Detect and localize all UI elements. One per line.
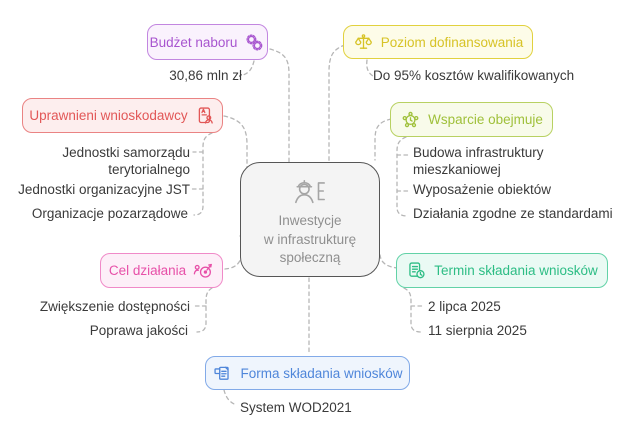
support-item-1: Budowa infrastruktury mieszkaniowej <box>413 145 544 177</box>
document-clock-icon <box>406 260 427 281</box>
node-wsparcie-obejmuje <box>390 102 553 137</box>
scales-icon <box>353 32 374 53</box>
node-uprawnieni-wnioskodawcy <box>22 98 223 133</box>
applicant-item-2: Jednostki organizacyjne JST <box>18 182 190 197</box>
node-forma-label: Forma składania wniosków <box>240 365 403 381</box>
node-poziom-label: Poziom dofinansowania <box>380 34 524 50</box>
coins-icon <box>244 32 265 53</box>
applicant-item-3: Organizacje pozarządowe <box>31 206 188 221</box>
node-uprawnieni-label: Uprawnieni wnioskodawcy <box>29 108 188 123</box>
node-wsparcie-label: Wsparcie obejmuje <box>428 112 543 127</box>
form-icon <box>212 363 233 384</box>
deadline-item-2: 11 sierpnia 2025 <box>428 323 527 338</box>
target-icon <box>193 260 214 281</box>
submission-system-value: System WOD2021 <box>240 400 352 415</box>
node-cel-label: Cel działania <box>108 263 187 278</box>
node-cel-dzialania <box>100 253 223 288</box>
node-termin-label: Termin składania wniosków <box>434 263 598 278</box>
central-node <box>240 162 380 277</box>
cofinancing-value: Do 95% kosztów kwalifikowanych <box>373 68 575 83</box>
deadline-item-1: 2 lipca 2025 <box>428 299 501 314</box>
node-termin-skladania <box>396 253 608 288</box>
node-budzet-naboru <box>147 24 268 60</box>
node-poziom-dofinansowania <box>343 25 533 59</box>
budget-value: 30,86 mln zł <box>169 68 242 83</box>
construction-worker-icon <box>287 174 333 208</box>
node-forma-skladania <box>205 356 410 390</box>
id-card-icon <box>195 105 216 126</box>
applicant-item-1: Jednostki samorządu terytorialnego <box>62 145 190 177</box>
support-item-3: Działania zgodne ze standardami <box>413 206 613 221</box>
node-budzet-label: Budżet naboru <box>149 34 238 50</box>
support-item-2: Wyposażenie obiektów <box>413 182 551 197</box>
goal-item-1: Zwiększenie dostępności <box>39 299 190 314</box>
hub-icon <box>400 109 421 130</box>
goal-item-2: Poprawa jakości <box>89 323 188 338</box>
central-label: Inwestycje w infrastrukturę społeczną <box>263 213 357 265</box>
